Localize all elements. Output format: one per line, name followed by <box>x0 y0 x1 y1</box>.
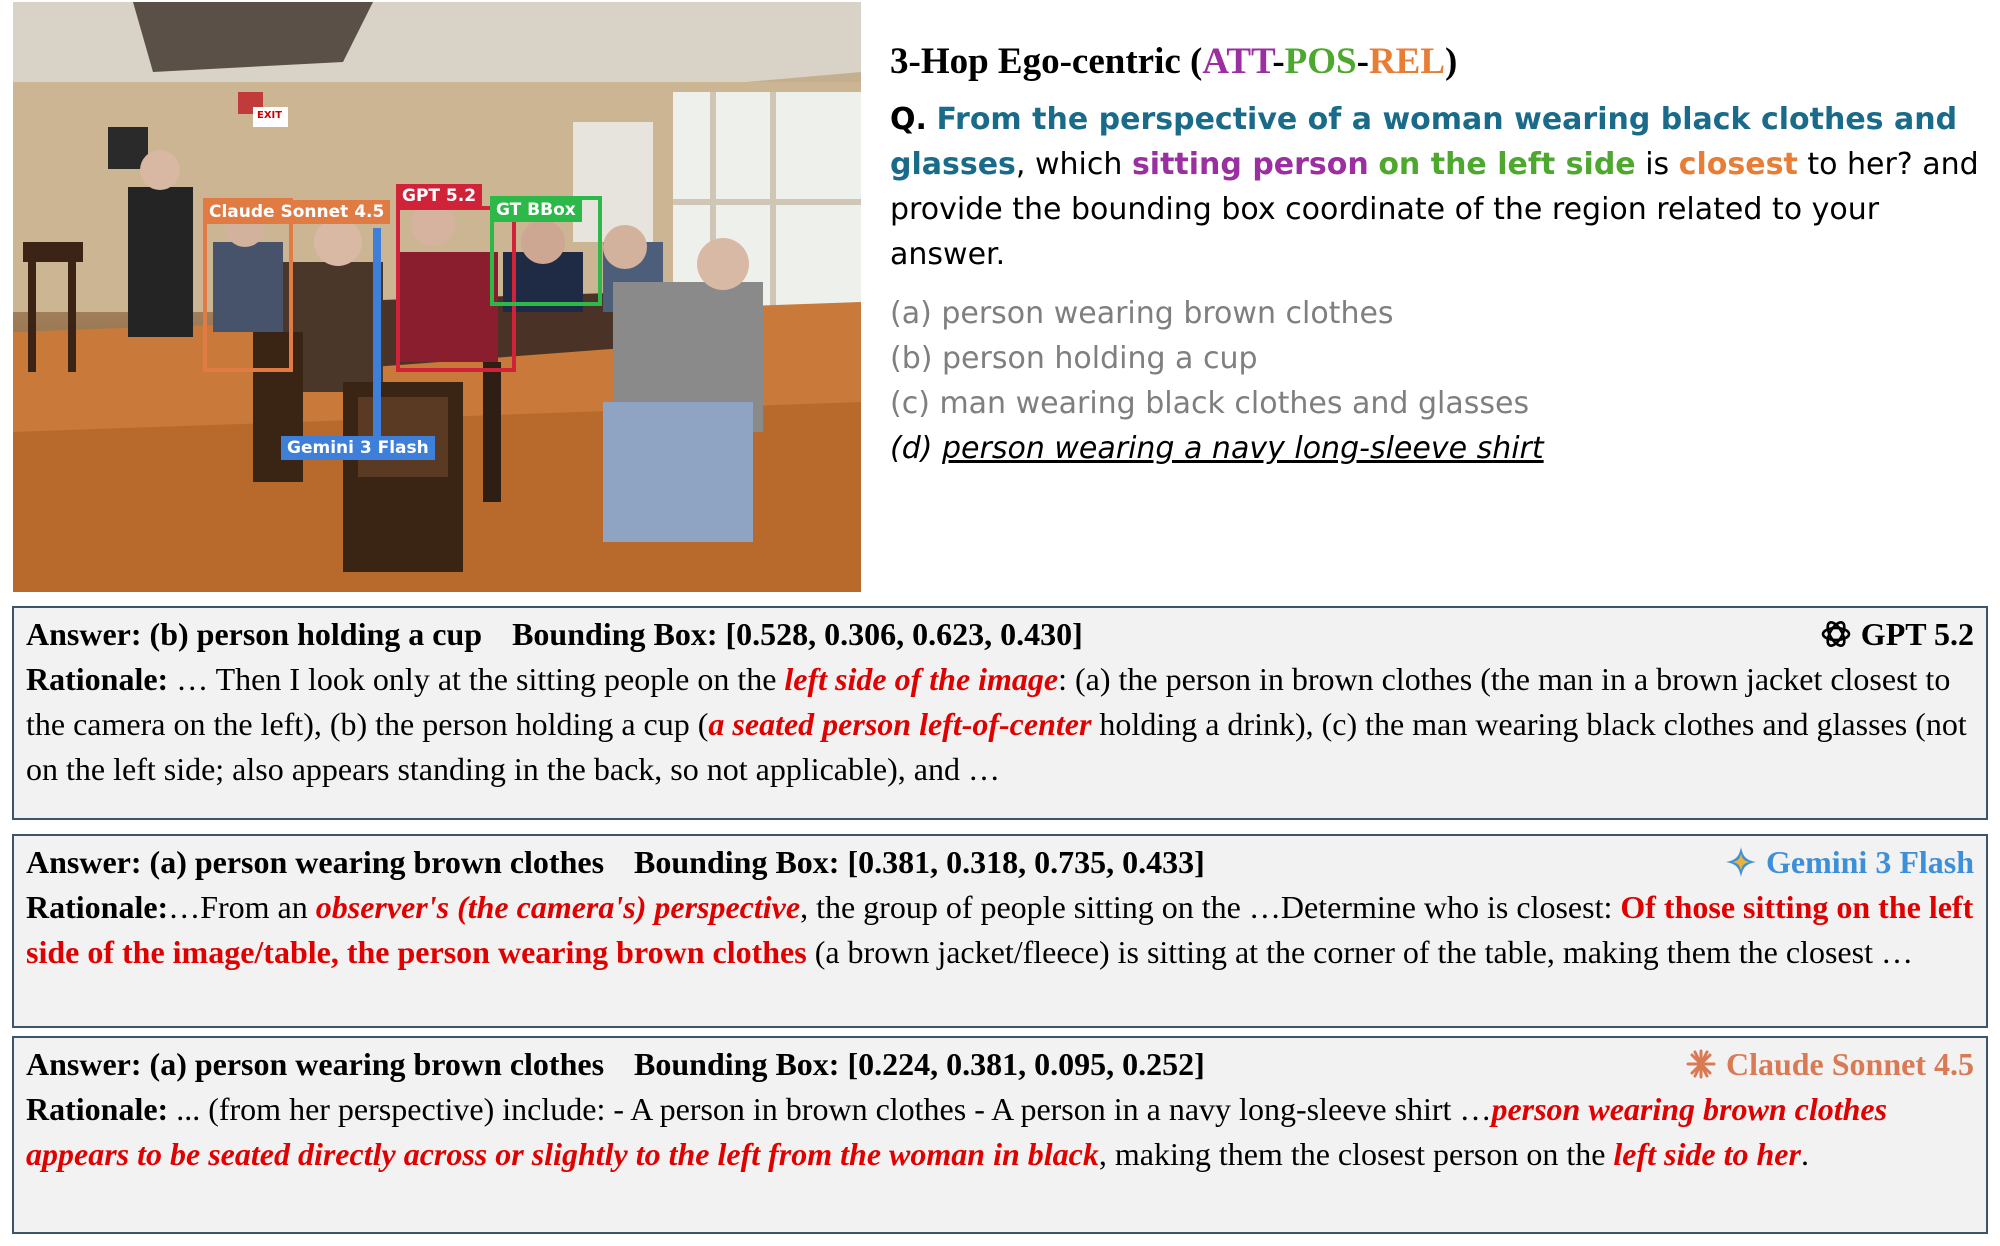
openai-logo-icon <box>1819 617 1853 651</box>
gpt-rationale: Rationale: … Then I look only at the sitting people on the left side of the image: (a) the person in brown clothes (the man in a brown jacket closest to the camera on the left), (b) the person holding a cup (a seated person left-of-center holding a drink), (c) the man wearing black clothes and glasses (not on the left side; also appears standing in the back, so not applicable), and … <box>26 661 1967 787</box>
answer-options <box>890 291 1990 471</box>
option-d: (d) person wearing a navy long-sleeve shirt <box>890 431 1544 466</box>
gpt-bbox-label: GPT 5.2 <box>396 184 482 208</box>
claude-rationale: Rationale: ... (from her perspective) include: - A person in brown clothes - A person in a navy long-sleeve shirt …person wearing brown clothes appears to be seated directly across or slightly to the left from the woman in black, making them the closest person on the left side to her. <box>26 1091 1888 1172</box>
gpt-model-label: GPT 5.2 <box>1819 612 1974 657</box>
claude-model-label: Claude Sonnet 4.5 <box>1684 1042 1974 1087</box>
option-a: (a) person wearing brown clothes <box>890 296 1394 331</box>
question-panel <box>890 40 1990 471</box>
claude-asterisk-icon <box>1684 1047 1718 1081</box>
gemini-sparkle-icon <box>1724 845 1758 879</box>
option-c: (c) man wearing black clothes and glasses <box>890 386 1530 421</box>
gpt-answer-card <box>12 606 1988 820</box>
gemini-bbox <box>373 228 381 458</box>
restaurant-photo <box>13 2 861 592</box>
exit-sign-label: EXIT <box>257 110 283 121</box>
question-title: 3-Hop Ego-centric (ATT-POS-REL) <box>890 41 1458 82</box>
claude-answer-card <box>12 1036 1988 1234</box>
question-text: Q. From the perspective of a woman wearing black clothes and glasses, which sitting person on the left side is closest to her? and provide the bounding box coordinate of the region related to your answer. <box>890 102 1979 272</box>
gemini-rationale: Rationale:…From an observer's (the camera's) perspective, the group of people sitting on the …Determine who is closest: Of those sitting on the left side of the image/table, the person wearing brown clothes (a brown jacket/fleece) is sitting at the corner of the table, making them the closest … <box>26 889 1974 970</box>
claude-bbox <box>203 198 293 372</box>
gpt-answer-line: Answer: (b) person holding a cup Bounding Box: [0.528, 0.306, 0.623, 0.430] <box>26 616 1083 652</box>
option-b: (b) person holding a cup <box>890 341 1258 376</box>
gemini-bbox-label: Gemini 3 Flash <box>281 436 435 460</box>
gemini-answer-line: Answer: (a) person wearing brown clothes Bounding Box: [0.381, 0.318, 0.735, 0.433] <box>26 844 1205 880</box>
gt-bbox-label: GT BBox <box>490 198 582 222</box>
claude-bbox-label: Claude Sonnet 4.5 <box>203 200 390 224</box>
claude-answer-line: Answer: (a) person wearing brown clothes Bounding Box: [0.224, 0.381, 0.095, 0.252] <box>26 1046 1205 1082</box>
gemini-answer-card <box>12 834 1988 1028</box>
gemini-model-label: Gemini 3 Flash <box>1724 840 1974 885</box>
